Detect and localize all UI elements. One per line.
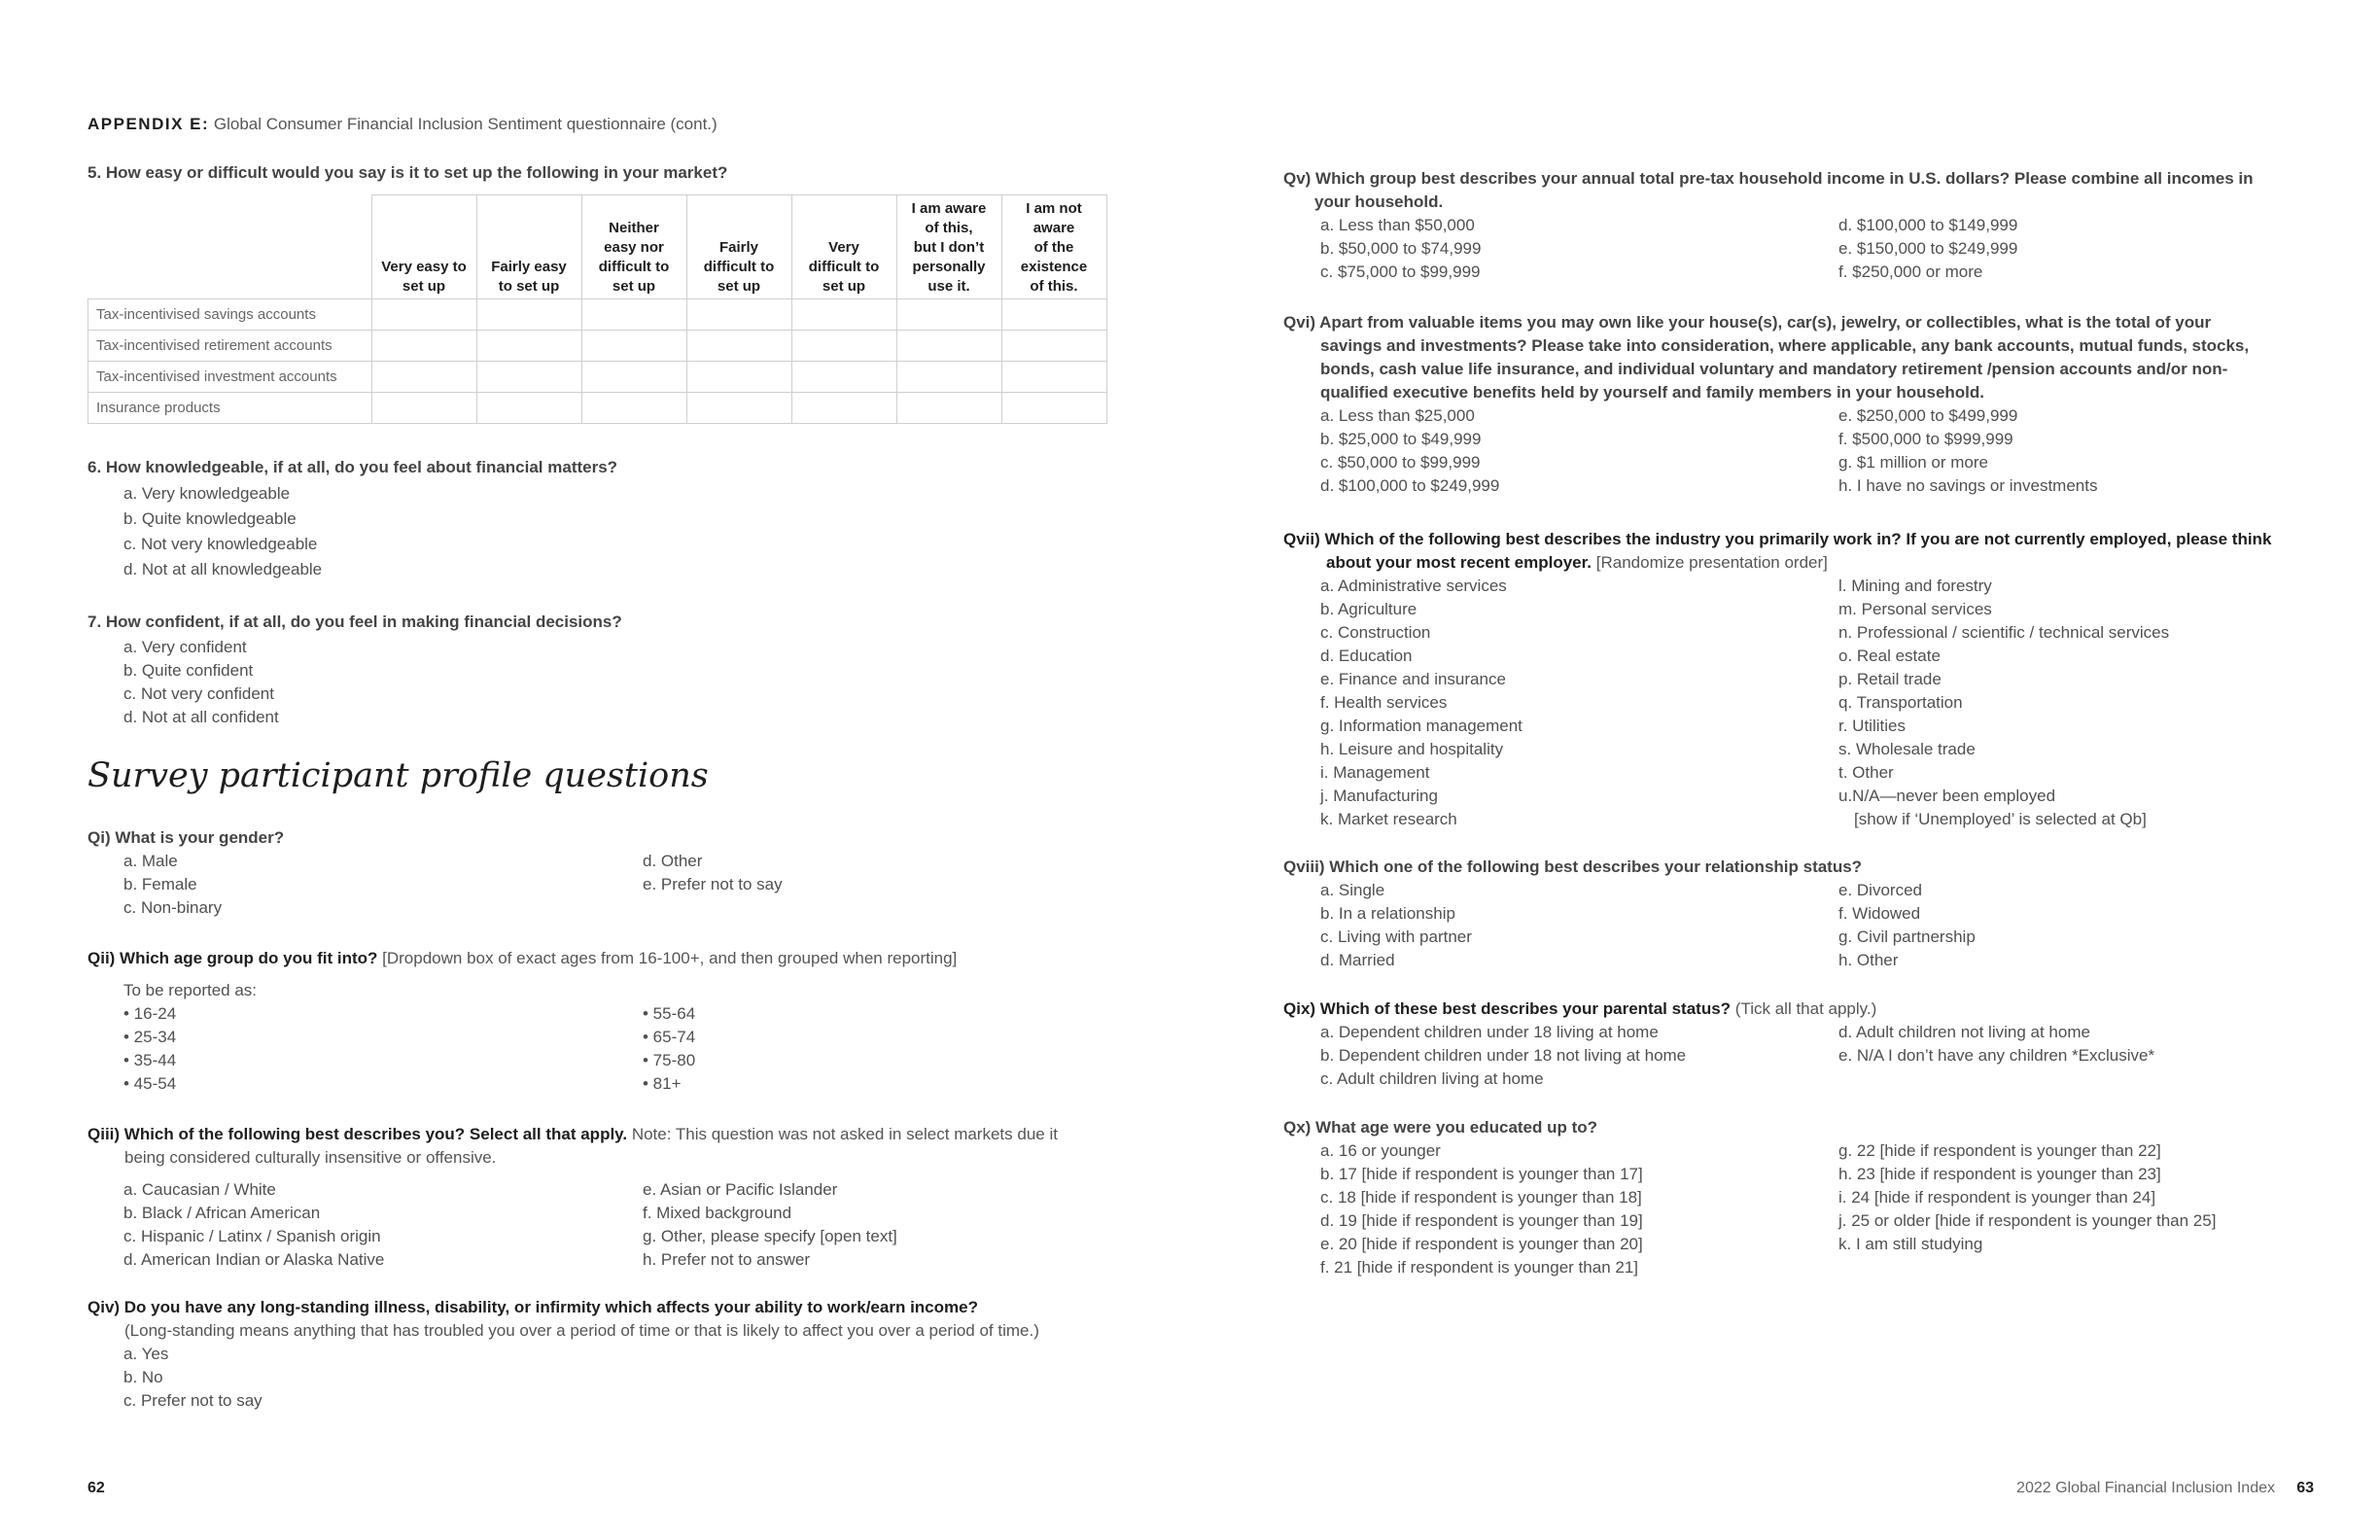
list-item[interactable]: d. American Indian or Alaska Native xyxy=(123,1250,385,1269)
list-item[interactable]: q. Transportation xyxy=(1838,693,1963,712)
appendix-tag: APPENDIX E: xyxy=(88,115,210,133)
table-row xyxy=(88,362,1107,393)
list-item[interactable]: b. In a relationship xyxy=(1320,904,1455,923)
row-label: Tax-incentivised retirement accounts xyxy=(88,331,372,362)
column-header: Very difficult to set up xyxy=(791,195,896,299)
list-item[interactable]: e. $250,000 to $499,999 xyxy=(1838,406,2018,425)
rating-cell[interactable] xyxy=(686,393,791,424)
qvii-question-continued: about your most recent employer. xyxy=(1326,553,1592,572)
qix-options-col2 xyxy=(1838,1021,2154,1068)
list-item[interactable]: k. I am still studying xyxy=(1838,1235,1983,1253)
qiii-options-col2 xyxy=(643,1178,897,1272)
page-number-right: 63 xyxy=(2296,1480,2314,1496)
rating-cell[interactable] xyxy=(371,362,476,393)
list-item[interactable]: c. Prefer not to say xyxy=(123,1391,262,1410)
list-item[interactable]: a. Very confident xyxy=(123,638,247,656)
list-item[interactable]: e. $150,000 to $249,999 xyxy=(1838,239,2018,258)
list-item: • 16-24 xyxy=(123,1004,177,1023)
list-item[interactable]: b. Quite confident xyxy=(123,661,254,680)
list-item[interactable]: g. Civil partnership xyxy=(1838,928,1976,946)
list-item[interactable]: o. Real estate xyxy=(1838,647,1941,665)
qvi-heading: Qvi) Apart from valuable items you may own like your house(s), car(s), jewelry, or collectibles, what is the total of your savings and investments? Please take into consideration, where applicable, any bank accounts, mutual funds, stocks, bonds, cash value life insurance, and individual voluntary and mandatory retirement /pension accounts and/or non- qualified executive benefits held by yourself and family members in your household. xyxy=(1283,313,2250,402)
rating-cell[interactable] xyxy=(476,362,581,393)
list-item[interactable]: h. I have no savings or investments xyxy=(1838,476,2098,495)
list-item[interactable]: c. Hispanic / Latinx / Spanish origin xyxy=(123,1227,381,1245)
rating-cell[interactable] xyxy=(476,299,581,331)
right-page xyxy=(1283,0,2314,1540)
list-item[interactable]: i. Management xyxy=(1320,763,1430,782)
left-page xyxy=(88,0,1118,1540)
list-item[interactable]: m. Personal services xyxy=(1838,600,1992,618)
list-item[interactable]: d. Other xyxy=(643,852,703,870)
list-item[interactable]: f. $500,000 to $999,999 xyxy=(1838,430,2013,448)
section-title: Survey participant profile questions xyxy=(88,756,709,795)
row-label: Insurance products xyxy=(88,393,372,424)
list-item[interactable]: c. 18 [hide if respondent is younger than 18] xyxy=(1320,1188,1642,1207)
list-item[interactable]: f. $250,000 or more xyxy=(1838,262,1983,281)
q5-rating-table xyxy=(88,194,1107,424)
rating-cell[interactable] xyxy=(581,362,686,393)
rating-cell[interactable] xyxy=(581,299,686,331)
qix-heading xyxy=(1283,998,1876,1021)
list-item[interactable]: c. Not very confident xyxy=(123,684,274,703)
list-item[interactable]: e. Finance and insurance xyxy=(1320,670,1506,688)
qviii-options-col2 xyxy=(1838,879,1976,972)
list-item[interactable]: a. Yes xyxy=(123,1345,169,1363)
list-item[interactable]: e. Asian or Pacific Islander xyxy=(643,1180,838,1199)
list-item[interactable]: i. 24 [hide if respondent is younger than 24] xyxy=(1838,1188,2156,1207)
list-item[interactable]: c. Not very knowledgeable xyxy=(123,535,318,553)
qvi-options-col1 xyxy=(1320,404,1499,498)
q5-heading: 5. How easy or difficult would you say is it to set up the following in your market? xyxy=(88,163,728,182)
page-number-left: 62 xyxy=(88,1480,105,1496)
list-item[interactable]: a. Male xyxy=(123,852,178,870)
list-item[interactable]: a. Less than $50,000 xyxy=(1320,216,1475,234)
list-item[interactable]: a. Caucasian / White xyxy=(123,1180,276,1199)
list-item[interactable]: r. Utilities xyxy=(1838,717,1906,735)
list-item[interactable]: b. Agriculture xyxy=(1320,600,1418,618)
list-item[interactable]: d. Not at all knowledgeable xyxy=(123,560,323,578)
qvii-options-col2 xyxy=(1838,575,2169,831)
list-item[interactable]: d. $100,000 to $149,999 xyxy=(1838,216,2018,234)
rating-cell[interactable] xyxy=(686,299,791,331)
list-item[interactable]: g. Other, please specify [open text] xyxy=(643,1227,897,1245)
column-header: I am not aware of the existence of this. xyxy=(1001,195,1106,299)
list-item[interactable]: b. $25,000 to $49,999 xyxy=(1320,430,1482,448)
list-item[interactable]: c. Living with partner xyxy=(1320,928,1472,946)
list-item[interactable]: f. Widowed xyxy=(1838,904,1921,923)
list-item[interactable]: k. Market research xyxy=(1320,810,1457,828)
column-header: Fairly easy to set up xyxy=(476,195,581,299)
appendix-title: Global Consumer Financial Inclusion Sentiment questionnaire (cont.) xyxy=(213,115,718,133)
list-item[interactable]: a. Administrative services xyxy=(1320,577,1507,595)
list-item-note: [show if ‘Unemployed’ is selected at Qb] xyxy=(1854,810,2147,828)
q7-options xyxy=(123,636,279,729)
list-item[interactable]: b. $50,000 to $74,999 xyxy=(1320,239,1482,258)
rating-cell[interactable] xyxy=(371,299,476,331)
list-item[interactable]: f. Mixed background xyxy=(643,1204,792,1222)
column-header: Fairly difficult to set up xyxy=(686,195,791,299)
row-label: Tax-incentivised savings accounts xyxy=(88,299,372,331)
list-item[interactable]: e. N/A I don’t have any children *Exclusive* xyxy=(1838,1046,2155,1065)
rating-cell[interactable] xyxy=(791,362,896,393)
list-item[interactable]: a. Dependent children under 18 living at home xyxy=(1320,1023,1659,1041)
rating-cell[interactable] xyxy=(896,331,1001,362)
list-item[interactable]: d. Married xyxy=(1320,951,1395,969)
list-item: • 81+ xyxy=(643,1074,682,1093)
qii-options-col2 xyxy=(643,1002,695,1096)
list-item[interactable]: f. Health services xyxy=(1320,693,1448,712)
table-corner xyxy=(88,195,372,299)
qix-note: (Tick all that apply.) xyxy=(1734,999,1877,1018)
list-item[interactable]: j. Manufacturing xyxy=(1320,787,1438,805)
qv-heading: Qv) Which group best describes your annual total pre-tax household income in U.S. dollars? Please combine all incomes in your household. xyxy=(1283,169,2254,211)
column-header: I am aware of this, but I don’t personally use it. xyxy=(896,195,1001,299)
list-item[interactable]: b. Female xyxy=(123,875,197,893)
list-item[interactable]: g. $1 million or more xyxy=(1838,453,1989,472)
column-header: Very easy to set up xyxy=(371,195,476,299)
appendix-heading xyxy=(88,115,718,134)
list-item[interactable]: n. Professional / scientific / technical services xyxy=(1838,623,2170,642)
qx-heading: Qx) What age were you educated up to? xyxy=(1283,1118,1598,1137)
qi-options-col1 xyxy=(123,850,222,920)
list-item[interactable]: f. 21 [hide if respondent is younger than 21] xyxy=(1320,1258,1639,1277)
list-item[interactable]: p. Retail trade xyxy=(1838,670,1942,688)
list-item[interactable]: a. Very knowledgeable xyxy=(123,484,291,503)
qix-question: Qix) Which of these best describes your parental status? xyxy=(1283,999,1732,1018)
list-item[interactable]: c. Construction xyxy=(1320,623,1431,642)
rating-cell[interactable] xyxy=(581,331,686,362)
list-item[interactable]: b. Dependent children under 18 not living at home xyxy=(1320,1046,1687,1065)
rating-cell[interactable] xyxy=(896,362,1001,393)
qv-options-col1 xyxy=(1320,214,1481,284)
rating-cell[interactable] xyxy=(476,331,581,362)
rating-cell[interactable] xyxy=(686,331,791,362)
qviii-heading: Qviii) Which one of the following best describes your relationship status? xyxy=(1283,858,1863,876)
rating-cell[interactable] xyxy=(1001,393,1106,424)
list-item[interactable]: e. Divorced xyxy=(1838,881,1922,899)
table-row xyxy=(88,331,1107,362)
rating-cell[interactable] xyxy=(476,393,581,424)
list-item: • 45-54 xyxy=(123,1074,177,1093)
qvii-note: [Randomize presentation order] xyxy=(1595,553,1828,572)
list-item[interactable]: b. Black / African American xyxy=(123,1204,321,1222)
q7-heading: 7. How confident, if at all, do you feel in making financial decisions? xyxy=(88,612,622,631)
list-item: • 65-74 xyxy=(643,1028,696,1046)
qii-options-col1 xyxy=(123,1002,176,1096)
list-item[interactable]: e. 20 [hide if respondent is younger than 20] xyxy=(1320,1235,1643,1253)
qiii-options-col1 xyxy=(123,1178,384,1272)
rating-cell[interactable] xyxy=(371,393,476,424)
column-header: Neither easy nor difficult to set up xyxy=(581,195,686,299)
rating-cell[interactable] xyxy=(896,393,1001,424)
table-row xyxy=(88,299,1107,331)
qii-note: [Dropdown box of exact ages from 16-100+, and then grouped when reporting] xyxy=(382,949,958,967)
qv-options-col2 xyxy=(1838,214,2017,284)
rating-cell[interactable] xyxy=(791,331,896,362)
rating-cell[interactable] xyxy=(1001,362,1106,393)
qvii-options-col1 xyxy=(1320,575,1522,831)
qiii-note-continued: being considered culturally insensitive or offensive. xyxy=(124,1148,497,1167)
list-item[interactable]: t. Other xyxy=(1838,763,1894,782)
qiv-question: Qiv) Do you have any long-standing illness, disability, or infirmity which affects your ability to work/earn income? xyxy=(88,1298,978,1316)
qiv-heading xyxy=(88,1296,1039,1343)
rating-cell[interactable] xyxy=(1001,299,1106,331)
rating-cell[interactable] xyxy=(791,299,896,331)
list-item[interactable]: b. 17 [hide if respondent is younger than 17] xyxy=(1320,1165,1643,1183)
qiii-heading xyxy=(88,1123,1058,1170)
list-item[interactable]: u.N/A—never been employed xyxy=(1838,787,2056,805)
rating-cell[interactable] xyxy=(581,393,686,424)
list-item: • 75-80 xyxy=(643,1051,696,1069)
qi-options-col2 xyxy=(643,850,783,896)
qiv-options xyxy=(123,1343,262,1413)
list-item[interactable]: g. 22 [hide if respondent is younger than 22] xyxy=(1838,1141,2161,1160)
rating-cell[interactable] xyxy=(791,393,896,424)
list-item[interactable]: l. Mining and forestry xyxy=(1838,577,1992,595)
rating-cell[interactable] xyxy=(896,299,1001,331)
q6-options xyxy=(123,481,322,582)
list-item[interactable]: b. No xyxy=(123,1368,163,1386)
list-item[interactable]: e. Prefer not to say xyxy=(643,875,783,893)
list-item[interactable]: d. Adult children not living at home xyxy=(1838,1023,2090,1041)
row-label: Tax-incentivised investment accounts xyxy=(88,362,372,393)
list-item[interactable]: c. $75,000 to $99,999 xyxy=(1320,262,1481,281)
qx-options-col2 xyxy=(1838,1139,2216,1256)
qiii-question: Qiii) Which of the following best describes you? Select all that apply. xyxy=(88,1125,628,1143)
qii-question: Qii) Which age group do you fit into? xyxy=(88,949,378,967)
list-item[interactable]: a. Less than $25,000 xyxy=(1320,406,1475,425)
list-item[interactable]: a. 16 or younger xyxy=(1320,1141,1441,1160)
list-item[interactable]: b. Quite knowledgeable xyxy=(123,509,297,528)
qi-heading: Qi) What is your gender? xyxy=(88,828,285,847)
list-item: • 55-64 xyxy=(643,1004,696,1023)
list-item[interactable]: s. Wholesale trade xyxy=(1838,740,1976,758)
list-item[interactable]: d. $100,000 to $249,999 xyxy=(1320,476,1500,495)
rating-cell[interactable] xyxy=(1001,331,1106,362)
qiii-note: Note: This question was not asked in select markets due it xyxy=(631,1125,1058,1143)
qiv-note: (Long-standing means anything that has troubled you over a period of time or that is likely to affect you over a period of time.) xyxy=(124,1321,1039,1340)
list-item[interactable]: a. Single xyxy=(1320,881,1385,899)
list-item[interactable]: d. Education xyxy=(1320,647,1413,665)
qviii-options-col1 xyxy=(1320,879,1472,972)
qvii-heading: Qvii) Which of the following best describes the industry you primarily work in? If you are not currently employed, please think about your most recent employer. [Randomize presentation order] xyxy=(1283,530,2272,572)
list-item[interactable]: g. Information management xyxy=(1320,717,1522,735)
list-item[interactable]: c. Adult children living at home xyxy=(1320,1069,1544,1088)
qii-reported-label: To be reported as: xyxy=(123,981,258,999)
table-row xyxy=(88,393,1107,424)
list-item[interactable]: h. Leisure and hospitality xyxy=(1320,740,1504,758)
qix-options-col1 xyxy=(1320,1021,1686,1091)
qx-options-col1 xyxy=(1320,1139,1643,1279)
list-item[interactable]: c. Non-binary xyxy=(123,898,223,917)
list-item[interactable]: h. Other xyxy=(1838,951,1899,969)
list-item[interactable]: h. Prefer not to answer xyxy=(643,1250,810,1269)
list-item[interactable]: j. 25 or older [hide if respondent is younger than 25] xyxy=(1838,1211,2217,1230)
qvi-options-col2 xyxy=(1838,404,2097,498)
list-item[interactable]: d. Not at all confident xyxy=(123,708,279,726)
q6-heading: 6. How knowledgeable, if at all, do you feel about financial matters? xyxy=(88,458,618,476)
footer-title: 2022 Global Financial Inclusion Index xyxy=(2016,1480,2275,1496)
list-item: • 25-34 xyxy=(123,1028,177,1046)
list-item[interactable]: d. 19 [hide if respondent is younger than 19] xyxy=(1320,1211,1643,1230)
list-item[interactable]: c. $50,000 to $99,999 xyxy=(1320,453,1481,472)
list-item: • 35-44 xyxy=(123,1051,177,1069)
list-item[interactable]: h. 23 [hide if respondent is younger than 23] xyxy=(1838,1165,2161,1183)
qii-heading xyxy=(88,947,957,970)
rating-cell[interactable] xyxy=(371,331,476,362)
rating-cell[interactable] xyxy=(686,362,791,393)
